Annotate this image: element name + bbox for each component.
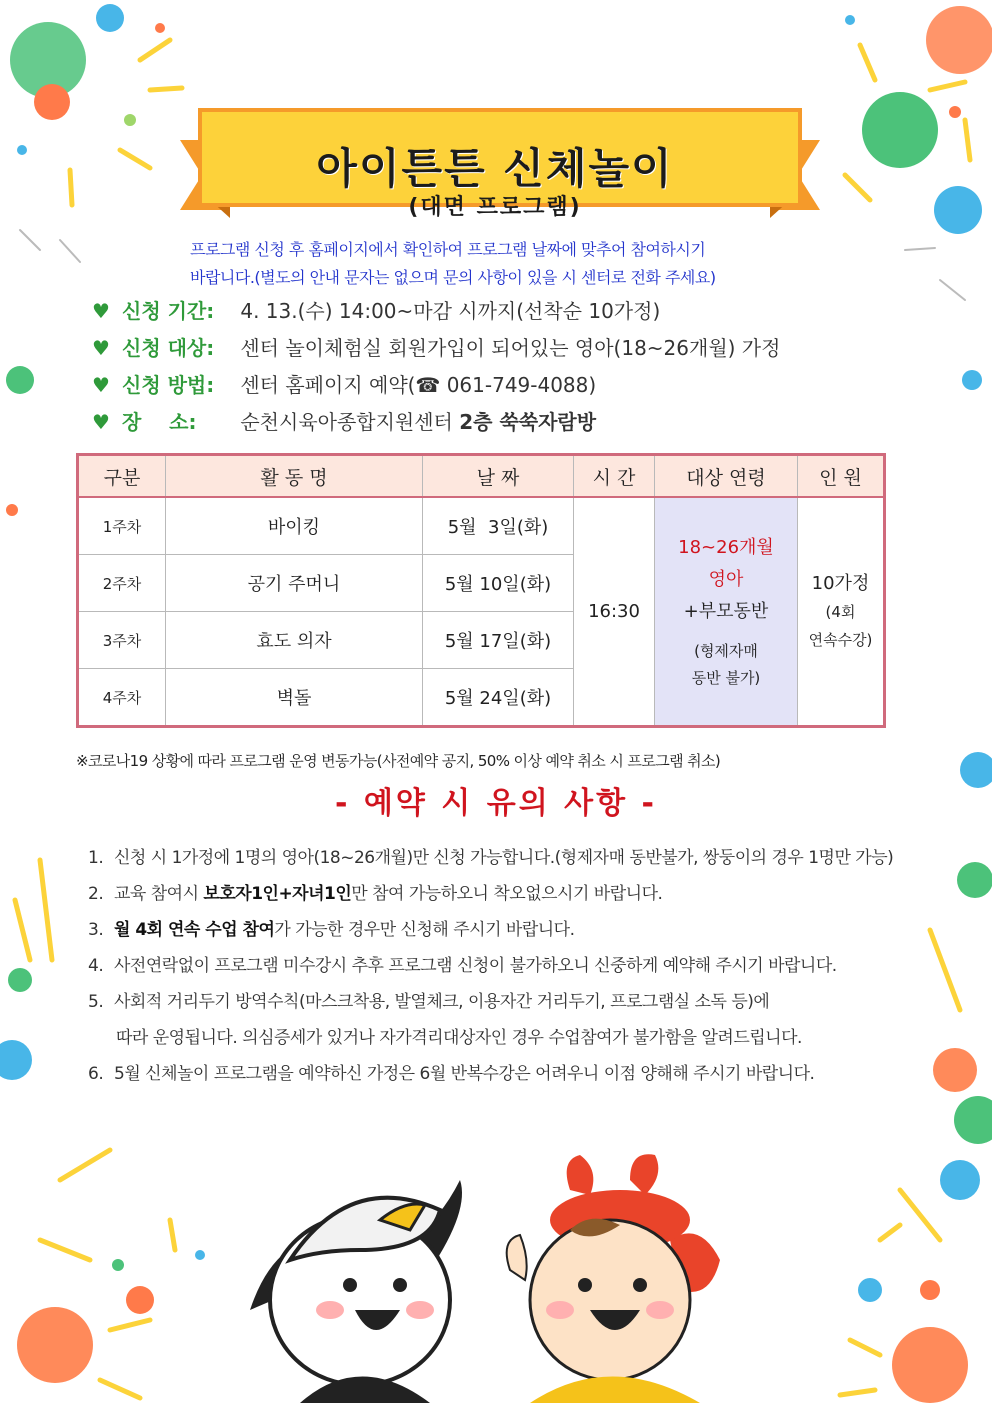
heart-icon: ♥ (92, 410, 110, 434)
notice-line-2: 바랍니다.(별도의 안내 문자는 없으며 문의 사항이 있을 시 센터로 전화 주세요) (190, 268, 716, 287)
activity-cell: 효도 의자 (166, 612, 423, 669)
date-cell: 5월 3일(화) (423, 497, 574, 555)
activity-cell: 공기 주머니 (166, 555, 423, 612)
note-text: 신청 시 1가정에 1명의 영아(18~26개월)만 신청 가능합니다.(형제자매 동반불가, 쌍둥이의 경우 1명만 가능) (114, 848, 894, 868)
note-text: 만 참여 가능하오니 착오없으시기 바랍니다. (351, 884, 663, 904)
note-number: 6. (88, 1064, 104, 1084)
week-cell: 4주차 (78, 669, 166, 727)
count-note-2: 연속수강) (808, 630, 873, 649)
age-range: 18~26개월 (678, 536, 774, 558)
count-value: 10가정 (811, 572, 870, 594)
time-cell: 16:30 (574, 497, 655, 727)
activity-cell: 벽돌 (166, 669, 423, 727)
note-number: 3. (88, 920, 104, 940)
covid-notice: ※코로나19 상황에 따라 프로그램 운영 변동가능(사전예약 공지, 50% 이상 예약 취소 시 프로그램 취소) (76, 752, 721, 770)
table-row (78, 497, 885, 555)
list-item (88, 876, 928, 912)
table-header: 대상 연령 (655, 455, 798, 498)
notice-text (190, 236, 830, 292)
seagull-mascot (250, 1180, 462, 1403)
table-header: 구분 (78, 455, 166, 498)
note-text: 5월 신체놀이 프로그램을 예약하신 가정은 6월 반복수강은 어려우니 이점 양해해 주시기 바랍니다. (114, 1064, 815, 1084)
table-header-row (78, 455, 885, 498)
date-cell: 5월 24일(화) (423, 669, 574, 727)
info-value: 순천시육아종합지원센터 (240, 410, 460, 434)
table-header: 활 동 명 (166, 455, 423, 498)
info-label: 신청 대상: (122, 336, 215, 360)
note-text: 가 가능한 경우만 신청해 주시기 바랍니다. (274, 920, 575, 940)
heart-icon: ♥ (92, 299, 110, 323)
week-cell: 1주차 (78, 497, 166, 555)
note-text: 따라 운영됩니다. 의심증세가 있거나 자가격리대상자인 경우 수업참여가 불가함을 알려드립니다. (116, 1028, 802, 1048)
week-cell: 3주차 (78, 612, 166, 669)
note-number: 5. (88, 992, 104, 1012)
info-value: 센터 놀이체험실 회원가입이 되어있는 영아(18~26개월) 가정 (240, 336, 781, 360)
note-text: 교육 참여시 (114, 884, 204, 904)
age-cell (655, 497, 798, 727)
table-header: 인 원 (798, 455, 885, 498)
age-note-2: 동반 불가) (691, 668, 761, 687)
age-group: 영아 (708, 568, 744, 590)
note-number: 1. (88, 848, 104, 868)
page-title: 아이튼튼 신체놀이 (316, 144, 674, 193)
schedule-table (76, 453, 886, 728)
info-value: 4. 13.(수) 14:00~마감 시까지(선착순 10가정) (240, 299, 661, 323)
week-cell: 2주차 (78, 555, 166, 612)
info-row-period (92, 296, 912, 333)
heart-icon: ♥ (92, 373, 110, 397)
note-text: 사회적 거리두기 방역수칙(마스크착용, 발열체크, 이용자간 거리두기, 프로그램실 소독 등)에 (114, 992, 770, 1012)
list-item-continued (88, 1020, 928, 1056)
note-number: 4. (88, 956, 104, 976)
date-cell: 5월 10일(화) (423, 555, 574, 612)
notes-title: - 예약 시 유의 사항 - (335, 786, 657, 821)
activity-cell: 바이킹 (166, 497, 423, 555)
info-value-bold: 2층 쑥쑥자람방 (459, 410, 597, 434)
list-item (88, 984, 928, 1020)
list-item (88, 912, 928, 948)
info-row-target (92, 333, 912, 370)
page-subtitle: (대면 프로그램) (408, 195, 582, 220)
age-note-1: (형제자매 (694, 641, 758, 660)
notice-line-1: 프로그램 신청 후 홈페이지에서 확인하여 프로그램 날짜에 맞추어 참여하시기 (190, 240, 706, 259)
note-text-bold: 보호자1인+자녀1인 (203, 884, 352, 904)
note-number: 2. (88, 884, 104, 904)
mascot-illustration (230, 1150, 750, 1403)
table-header: 시 간 (574, 455, 655, 498)
age-parent: +부모동반 (683, 600, 769, 622)
date-cell: 5월 17일(화) (423, 612, 574, 669)
heart-icon: ♥ (92, 336, 110, 360)
info-row-method (92, 370, 912, 407)
count-cell (798, 497, 885, 727)
info-label: 장 소: (122, 410, 197, 434)
info-label: 신청 방법: (122, 373, 215, 397)
info-list (92, 296, 912, 444)
note-text: 사전연락없이 프로그램 미수강시 추후 프로그램 신청이 불가하오니 신중하게 예약해 주시기 바랍니다. (114, 956, 837, 976)
crab-mascot (507, 1154, 720, 1403)
list-item (88, 948, 928, 984)
table-header: 날 짜 (423, 455, 574, 498)
notes-list (88, 840, 928, 1092)
age-note (655, 638, 797, 692)
list-item (88, 1056, 928, 1092)
info-row-place (92, 407, 912, 444)
info-label: 신청 기간: (122, 299, 215, 323)
note-text-bold: 월 4회 연속 수업 참여 (114, 920, 275, 940)
count-note-1: (4회 (825, 602, 856, 621)
info-value: 센터 홈페이지 예약(☎ 061-749-4088) (240, 373, 597, 397)
list-item (88, 840, 928, 876)
